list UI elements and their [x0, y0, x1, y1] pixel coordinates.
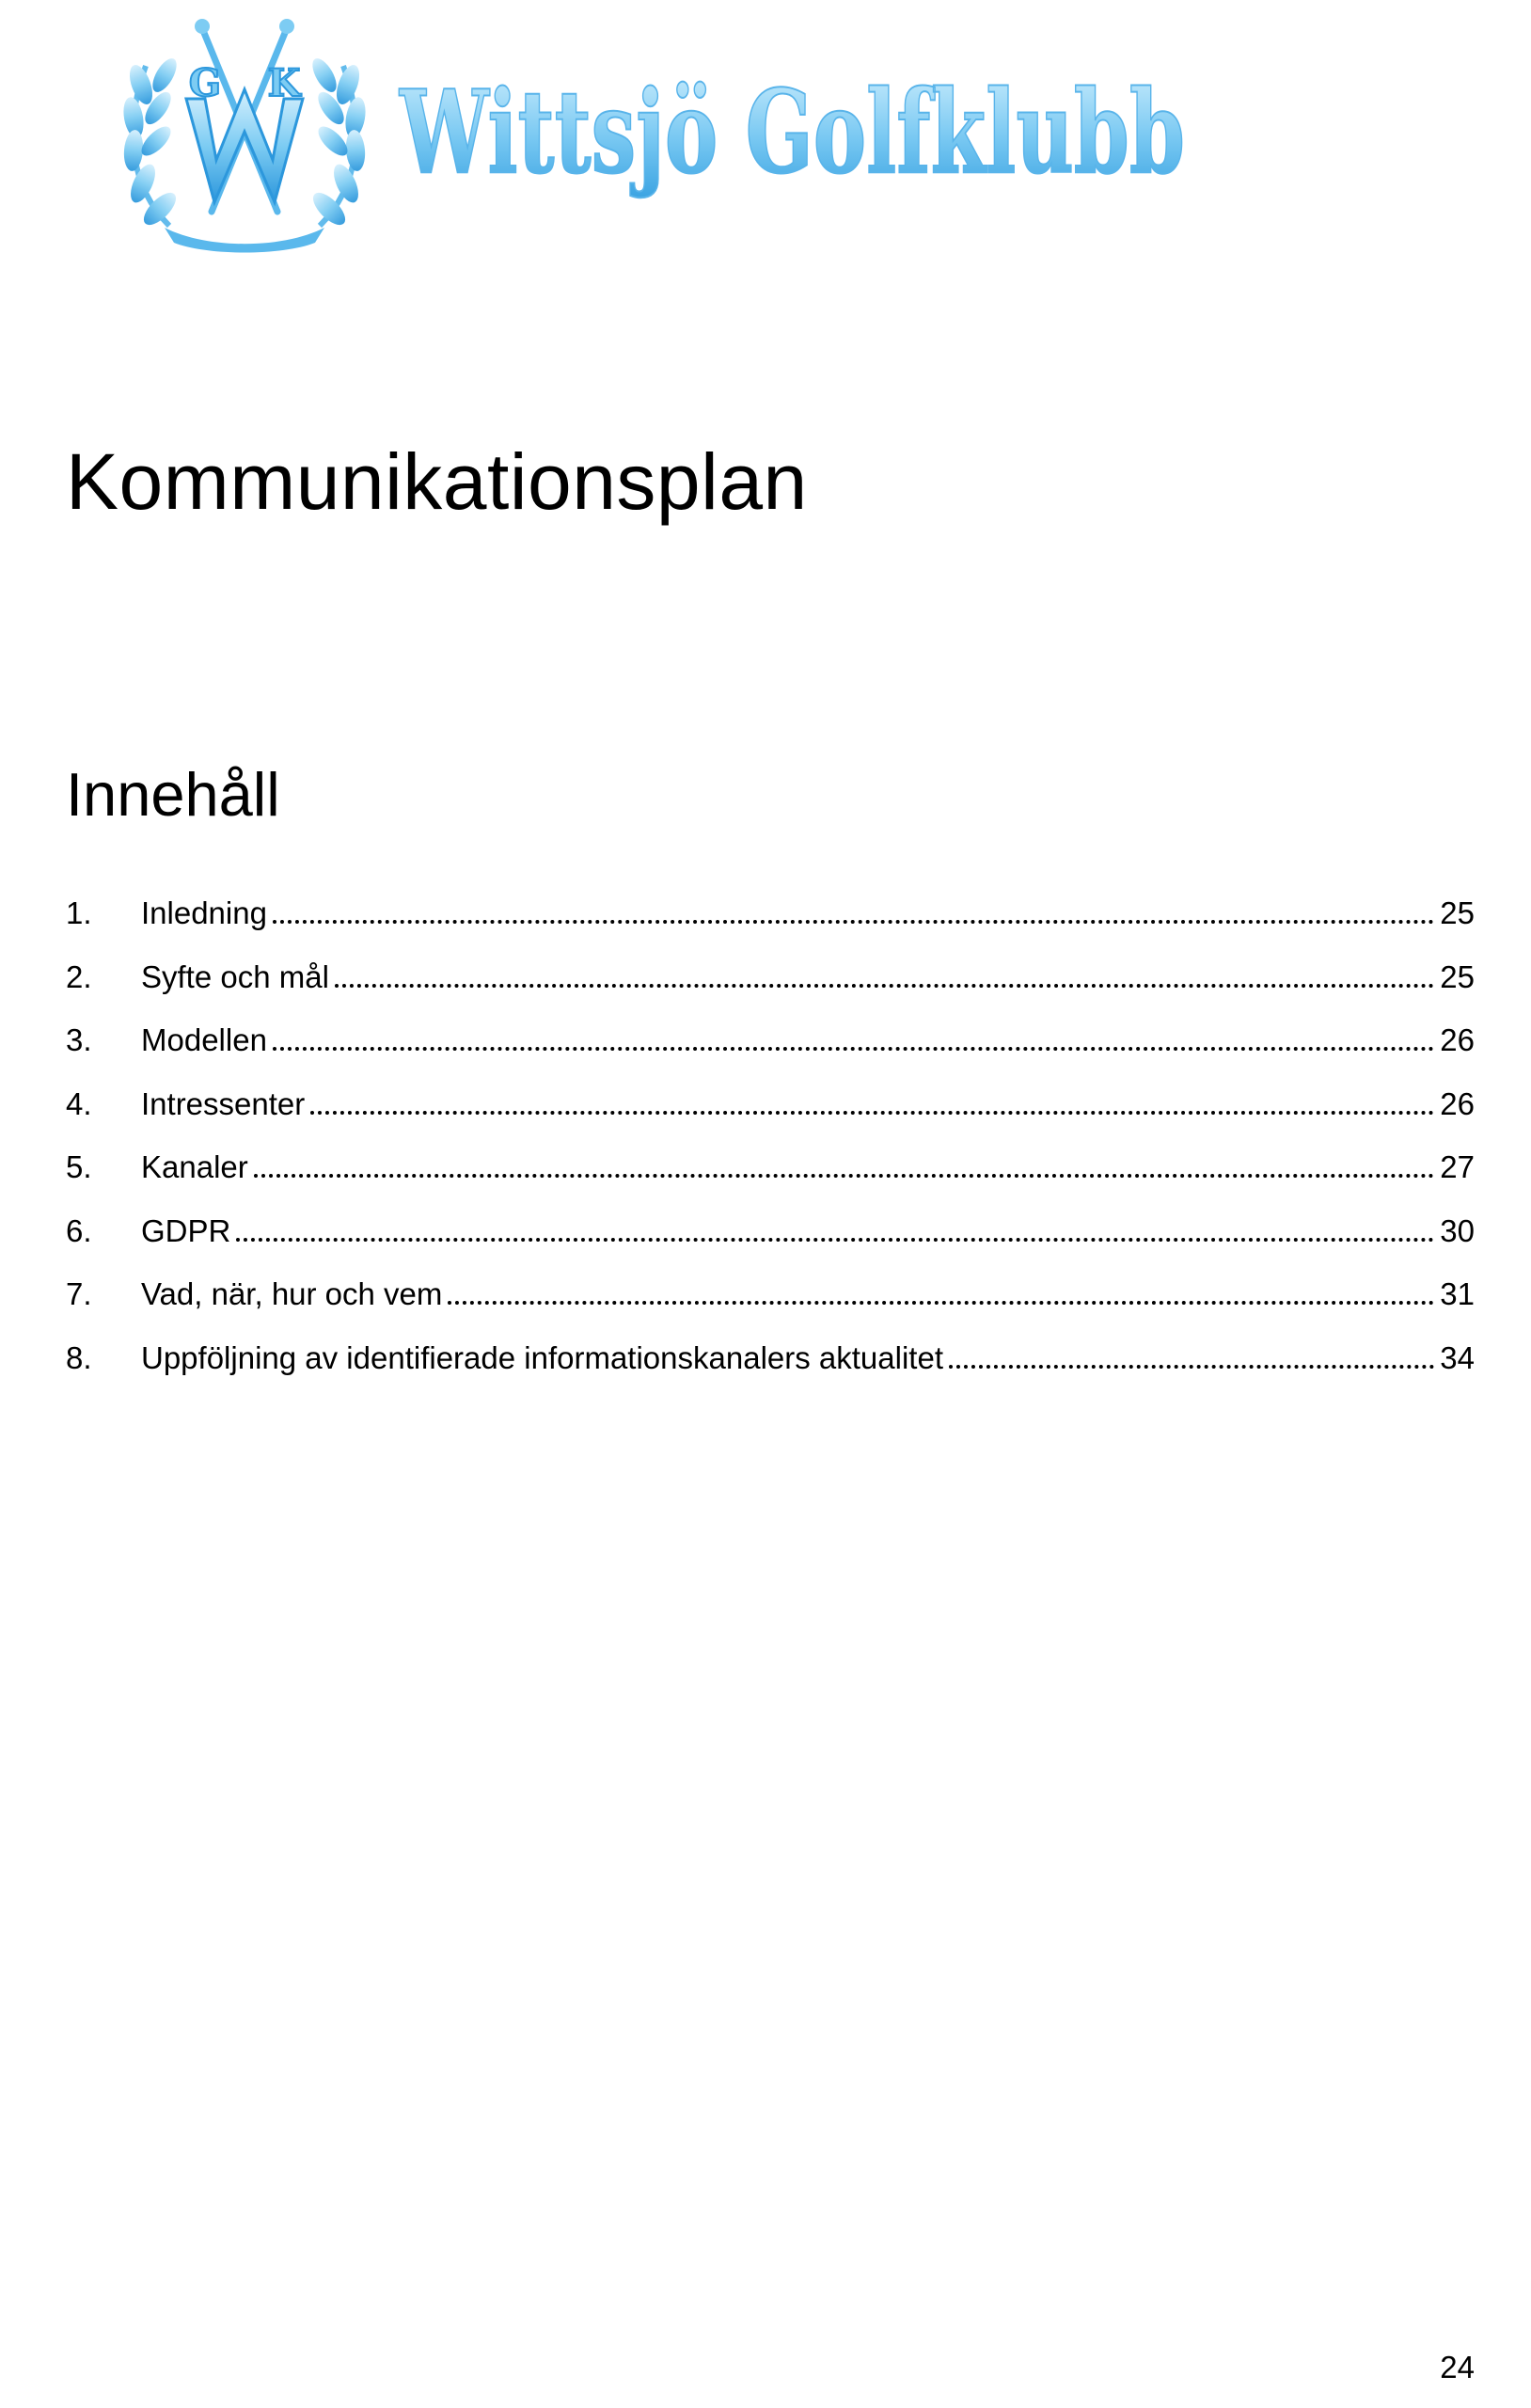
toc-entry-title: Syfte och mål — [141, 958, 329, 994]
toc-entry-number: 2. — [66, 958, 92, 994]
toc-entry-number: 6. — [66, 1212, 92, 1248]
svg-text:G: G — [188, 61, 222, 105]
toc-entry[interactable] — [66, 1208, 1475, 1272]
toc-dot-leader — [273, 1047, 1434, 1051]
toc-entry[interactable] — [66, 1271, 1475, 1335]
toc-dot-leader — [310, 1111, 1434, 1115]
toc-entry-page: 25 — [1440, 958, 1475, 994]
toc-entry-page: 27 — [1440, 1149, 1475, 1184]
toc-entry-page: 26 — [1440, 1085, 1475, 1121]
toc-entry-number: 1. — [66, 895, 92, 930]
toc-dot-leader — [335, 984, 1434, 988]
toc-dot-leader — [273, 920, 1434, 924]
toc-entry-number: 8. — [66, 1339, 92, 1375]
toc-entry-page: 26 — [1440, 1022, 1475, 1057]
toc-entry[interactable] — [66, 1081, 1475, 1145]
toc-dot-leader — [448, 1301, 1434, 1305]
toc-entry-title: Uppföljning av identifierade informationskanalers aktualitet — [141, 1339, 943, 1375]
page-number: 24 — [1440, 2350, 1475, 2384]
toc-entry[interactable] — [66, 1335, 1475, 1399]
club-logo — [113, 9, 1185, 254]
toc-entry-page: 34 — [1440, 1339, 1475, 1375]
toc-entry-title: Intressenter — [141, 1085, 306, 1121]
toc-dot-leader — [236, 1238, 1434, 1242]
toc-heading: Innehåll — [66, 760, 280, 829]
svg-text:K: K — [267, 61, 301, 105]
toc-entry-title: Vad, när, hur och vem — [141, 1276, 443, 1311]
toc-entry-number: 5. — [66, 1149, 92, 1184]
toc-dot-leader — [254, 1174, 1435, 1178]
toc-entry-title: GDPR — [141, 1212, 231, 1248]
toc-entry-number: 7. — [66, 1276, 92, 1311]
toc-entry-number: 3. — [66, 1022, 92, 1057]
table-of-contents — [66, 890, 1475, 1398]
document-title: Kommunikationsplan — [66, 437, 808, 526]
club-name-wordmark — [400, 61, 1190, 221]
toc-entry-page: 31 — [1440, 1276, 1475, 1311]
toc-entry[interactable] — [66, 1017, 1475, 1081]
toc-entry-number: 4. — [66, 1085, 92, 1121]
toc-entry[interactable] — [66, 954, 1475, 1018]
toc-entry-title: Kanaler — [141, 1149, 248, 1184]
toc-entry-page: 30 — [1440, 1212, 1475, 1248]
toc-entry[interactable] — [66, 1144, 1475, 1208]
toc-entry-page: 25 — [1440, 895, 1475, 930]
svg-text:Wittsjö Golfklubb: Wittsjö Golfklubb — [398, 64, 1185, 199]
toc-entry-title: Modellen — [141, 1022, 267, 1057]
toc-entry-title: Inledning — [141, 895, 267, 930]
toc-dot-leader — [949, 1365, 1434, 1369]
toc-entry[interactable] — [66, 890, 1475, 954]
wreath-emblem-icon — [113, 9, 376, 254]
